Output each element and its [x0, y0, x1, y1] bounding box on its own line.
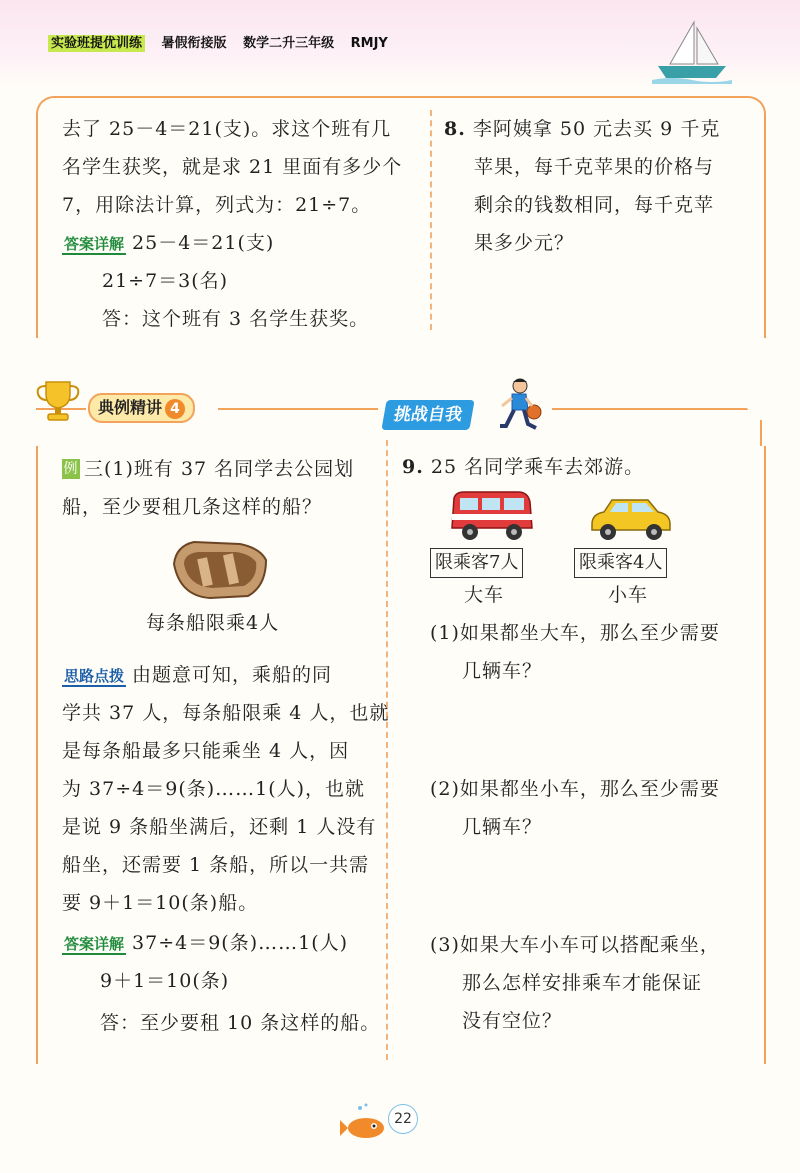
sailboat-icon [652, 18, 732, 86]
example-line1: 三(1)班有 37 名同学去公园划 [84, 458, 355, 480]
example-answer3: 答：至少要租 10 条这样的船。 [100, 1012, 381, 1034]
top-left-line3: 7，用除法计算，列式为：21÷7。 [62, 194, 372, 216]
example-answer1: 37÷4＝9(条)……1(人) [132, 932, 349, 954]
q9-stem-row [402, 456, 644, 479]
hint5: 是说 9 条船坐满后，还剩 1 人没有 [62, 816, 377, 838]
hint1: 由题意可知，乘船的同 [132, 664, 333, 686]
hint1-row [62, 664, 332, 687]
trophy-icon [34, 376, 82, 424]
hint3: 是每条船最多只能乘坐 4 人，因 [62, 740, 350, 762]
top-left-line1: 去了 25－4＝21(支)。求这个班有几 [62, 118, 392, 140]
section-title [88, 393, 195, 423]
subject-label: 数学二升三年级 [243, 36, 335, 51]
section-line-right [552, 408, 748, 410]
answer-tag: 答案详解 [64, 935, 125, 953]
hint2: 学共 37 人，每条船限乘 4 人，也就 [62, 702, 390, 724]
q8-line1-row [444, 118, 720, 141]
car-limit-box: 限乘客4人 [574, 548, 667, 578]
top-divider [430, 110, 432, 330]
car-label: 小车 [608, 584, 649, 606]
challenge-banner: 挑战自我 [381, 400, 474, 430]
hint7: 要 9＋1＝10(条)船。 [62, 892, 259, 914]
top-left-line2: 名学生获奖，就是求 21 里面有多少个 [62, 156, 403, 178]
q8-line4: 果多少元？ [474, 232, 575, 254]
car-image [588, 494, 672, 544]
bottom-divider [386, 440, 388, 1060]
q9-part2b: 几辆车？ [462, 816, 543, 838]
section-title-text: 典例精讲 [98, 398, 163, 417]
q9-stem: 25 名同学乘车去郊游。 [430, 456, 645, 478]
example-answer1-row [62, 932, 348, 955]
q8-line1: 李阿姨拿 50 元去买 9 千克 [472, 118, 721, 140]
example-answer2: 9＋1＝10(条) [100, 970, 230, 992]
example-line2: 船，至少要租几条这样的船？ [62, 496, 323, 518]
hint-tag: 思路点拨 [64, 667, 125, 685]
example-mark: 例 [63, 461, 79, 477]
bus-limit-box: 限乘客7人 [430, 548, 523, 578]
top-left-answer1: 25－4＝21(支) [132, 232, 275, 254]
q9-part3a: (3)如果大车小车可以搭配乘坐， [430, 934, 720, 956]
submarine-fish-icon [340, 1102, 388, 1142]
runner-icon [492, 376, 548, 438]
edition-label: 暑假衔接版 [161, 36, 227, 51]
example-line1-row [62, 458, 354, 481]
top-left-answer3: 答：这个班有 3 名学生获奖。 [102, 308, 370, 330]
q9-part3c: 没有空位？ [462, 1010, 563, 1032]
boat-caption: 每条船限乘4人 [146, 612, 280, 634]
q9-part1a: (1)如果都坐大车，那么至少需要 [430, 622, 720, 644]
section-badge: 4 [165, 399, 185, 419]
code-label: RMJY [350, 36, 388, 51]
hint6: 船坐，还需要 1 条船，所以一共需 [62, 854, 370, 876]
top-left-answer1-row [62, 232, 274, 255]
q8-line3: 剩余的钱数相同，每千克苹 [474, 194, 715, 216]
q9-part2a: (2)如果都坐小车，那么至少需要 [430, 778, 720, 800]
header-title [48, 32, 400, 51]
hint4: 为 37÷4＝9(条)……1(人)，也就 [62, 778, 366, 800]
boat-image [170, 534, 270, 602]
q9-number: 9. [402, 456, 424, 478]
section-line-mid [218, 408, 378, 410]
q9-part1b: 几辆车？ [462, 660, 543, 682]
top-left-answer2: 21÷7＝3(名) [102, 270, 229, 292]
section-line-right-edge [760, 420, 762, 446]
bus-image [448, 488, 534, 544]
bus-label: 大车 [464, 584, 505, 606]
q8-number: 8. [444, 118, 466, 140]
q8-line2: 苹果，每千克苹果的价格与 [474, 156, 715, 178]
answer-tag: 答案详解 [64, 235, 125, 253]
page-number: 22 [388, 1104, 418, 1134]
q9-part3b: 那么怎样安排乘车才能保证 [462, 972, 703, 994]
series-name: 实验班提优训练 [48, 35, 145, 52]
